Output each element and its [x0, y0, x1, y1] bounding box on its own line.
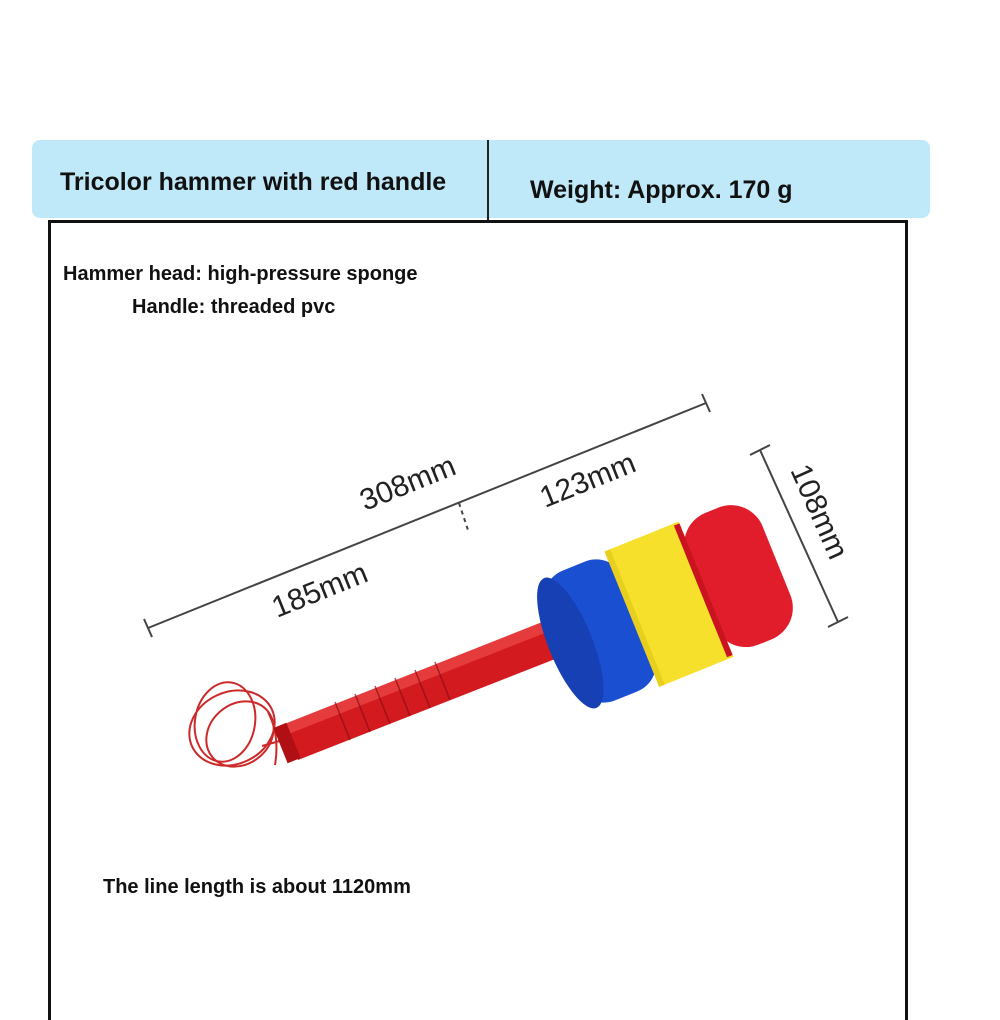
dim-total-label: 308mm [355, 449, 461, 518]
spec-hammer-head: Hammer head: high-pressure sponge [63, 263, 418, 285]
spec-line-length: The line length is about 1120mm [103, 876, 411, 898]
hammer-head [523, 493, 804, 720]
product-weight: Weight: Approx. 170 g [530, 176, 793, 204]
dim-diameter-label: 108mm [783, 459, 855, 565]
hammer-handle [273, 617, 573, 763]
hanging-cord [177, 677, 290, 780]
product-title: Tricolor hammer with red handle [60, 168, 447, 196]
dim-head-label: 123mm [535, 446, 641, 515]
spec-handle: Handle: threaded pvc [132, 296, 336, 318]
dim-handle-label: 185mm [267, 556, 373, 625]
